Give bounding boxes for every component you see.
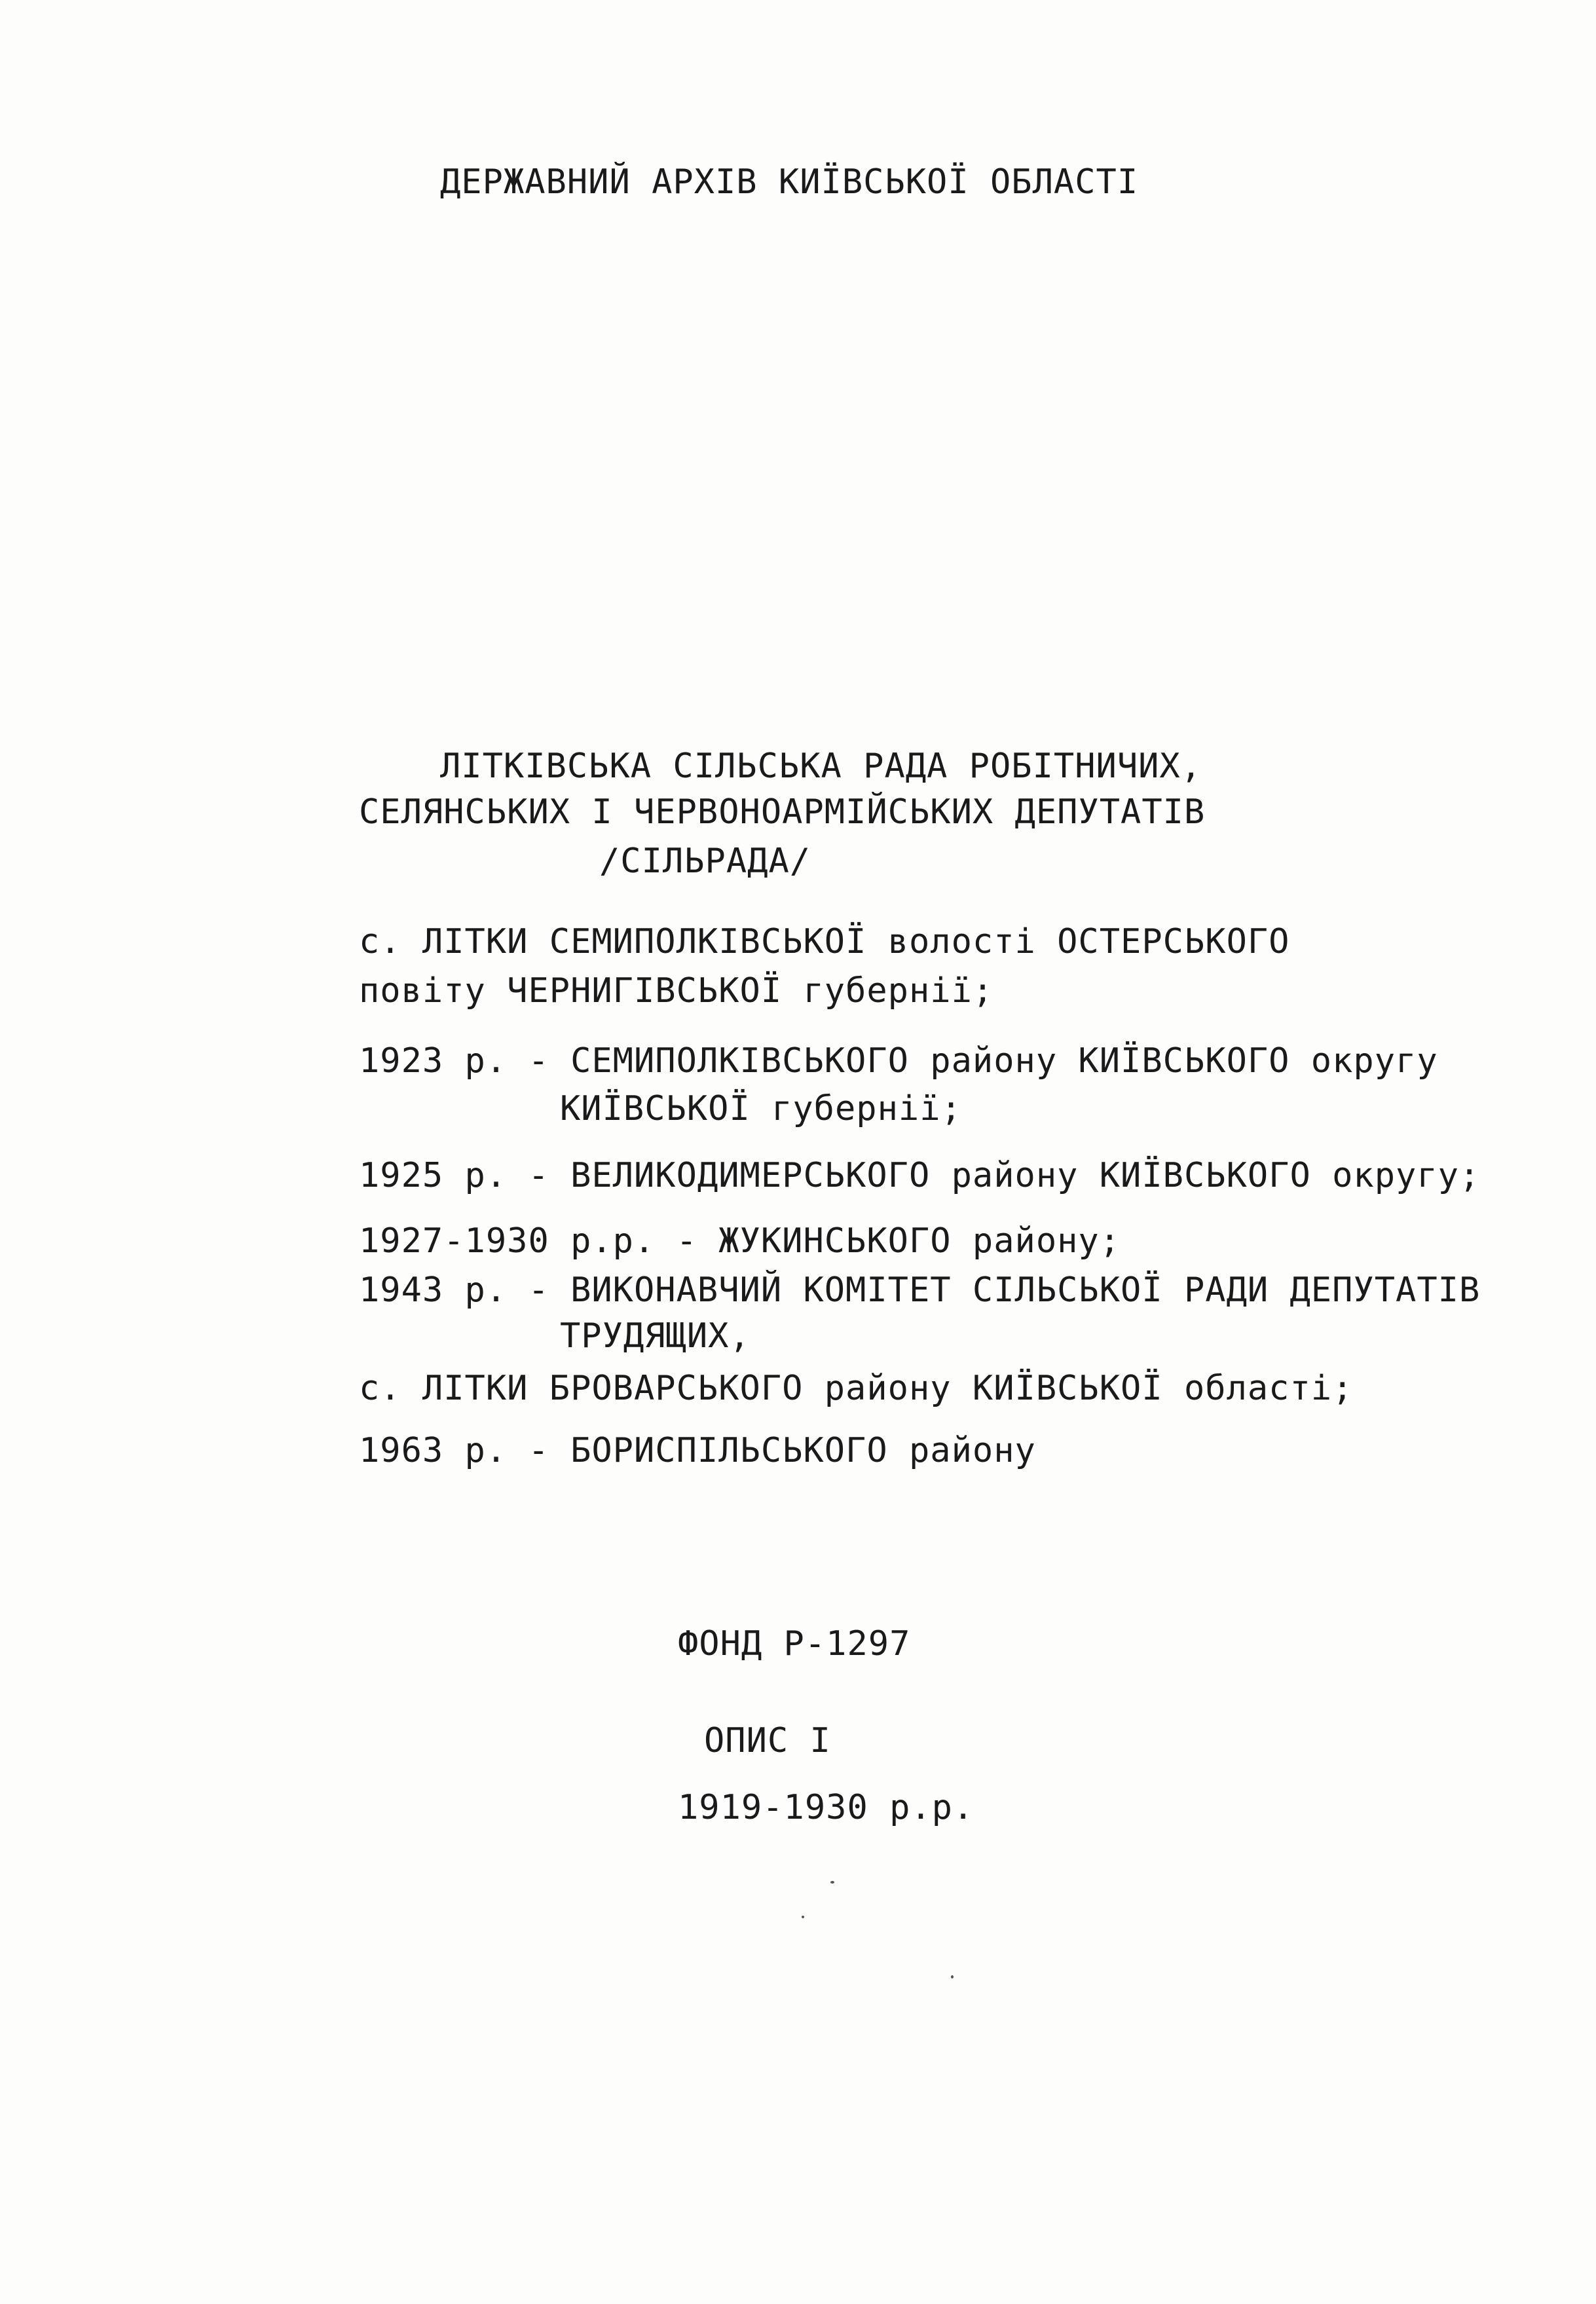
history-line-7: 1943 р. - ВИКОНАВЧИЙ КОМІТЕТ СІЛЬСЬКОЇ РАДИ ДЕПУТАТІВ — [359, 1271, 1481, 1310]
fond-number: ФОНД Р-1297 — [678, 1624, 911, 1663]
archive-header: ДЕРЖАВНИЙ АРХІВ КИЇВСЬКОЇ ОБЛАСТІ — [440, 162, 1139, 202]
date-range: 1919-1930 р.р. — [678, 1788, 974, 1827]
scan-speck — [951, 1975, 954, 1979]
title-line-1: ЛІТКІВСЬКА СІЛЬСЬКА РАДА РОБІТНИЧИХ, — [440, 747, 1202, 786]
scan-speck — [830, 1881, 834, 1884]
history-line-10: 1963 р. - БОРИСПІЛЬСЬКОГО району — [359, 1431, 1036, 1470]
history-line-9: с. ЛІТКИ БРОВАРСЬКОГО району КИЇВСЬКОЇ області; — [359, 1369, 1354, 1408]
history-line-3: 1923 р. - СЕМИПОЛКІВСЬКОГО району КИЇВСЬКОГО округу — [359, 1041, 1438, 1081]
title-line-2: СЕЛЯНСЬКИХ І ЧЕРВОНОАРМІЙСЬКИХ ДЕПУТАТІВ — [359, 792, 1206, 832]
history-line-2: повіту ЧЕРНИГІВСЬКОЇ губернії; — [359, 971, 994, 1011]
history-line-8: ТРУДЯЩИХ, — [560, 1316, 751, 1356]
opys-number: ОПИС І — [704, 1721, 831, 1760]
scan-speck — [802, 1916, 804, 1918]
history-line-6: 1927-1930 р.р. - ЖУКИНСЬКОГО району; — [359, 1221, 1121, 1261]
title-line-3: /СІЛЬРАДА/ — [599, 842, 811, 881]
history-line-5: 1925 р. - ВЕЛИКОДИМЕРСЬКОГО району КИЇВСЬКОГО округу; — [359, 1156, 1481, 1195]
history-line-1: с. ЛІТКИ СЕМИПОЛКІВСЬКОЇ волості ОСТЕРСЬКОГО — [359, 922, 1290, 961]
history-line-4: КИЇВСЬКОЇ губернії; — [560, 1089, 962, 1128]
